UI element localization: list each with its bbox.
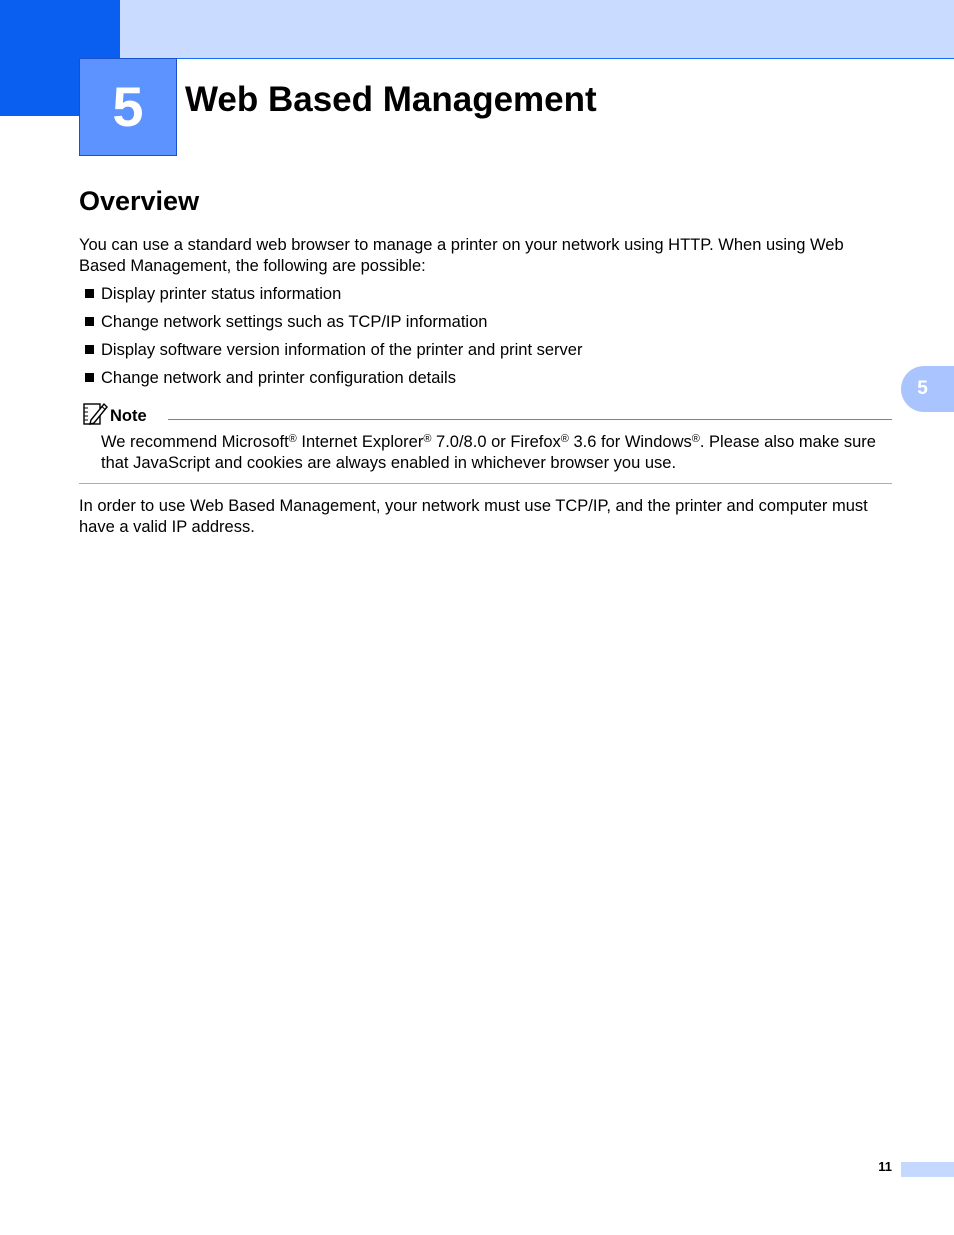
bullet-square-icon xyxy=(85,317,94,326)
chapter-title: Web Based Management xyxy=(185,80,597,119)
note-pencil-icon xyxy=(82,401,108,427)
bullet-square-icon xyxy=(85,373,94,382)
note-divider-top xyxy=(168,419,892,420)
header-band xyxy=(0,0,954,59)
closing-paragraph: In order to use Web Based Management, your network must use TCP/IP, and the printer and computer must have a valid IP address. xyxy=(79,497,868,536)
list-item: Display software version information of the printer and print server xyxy=(85,340,582,360)
note-divider-bottom xyxy=(79,483,892,484)
chapter-number-box xyxy=(79,58,177,156)
bullet-square-icon xyxy=(85,345,94,354)
note-text: We recommend Microsoft® Internet Explorer® 7.0/8.0 or Firefox® 3.6 for Windows®. Please also make sure that JavaScript and cookies are always enabled in whichever browser you use. xyxy=(101,433,876,472)
chapter-side-tab xyxy=(901,366,954,412)
list-item: Display printer status information xyxy=(85,284,341,304)
list-item: Change network and printer configuration details xyxy=(85,368,456,388)
page-number: 11 xyxy=(878,1159,892,1174)
side-tab-number: 5 xyxy=(917,378,928,399)
chapter-number: 5 xyxy=(112,75,144,138)
intro-paragraph: You can use a standard web browser to manage a printer on your network using HTTP. When using Web Based Management, the following are possible: xyxy=(79,236,844,275)
note-label: Note xyxy=(110,407,147,425)
section-title: Overview xyxy=(79,186,200,216)
bullet-square-icon xyxy=(85,289,94,298)
list-item: Change network settings such as TCP/IP information xyxy=(85,312,487,332)
footer-bar xyxy=(901,1162,954,1177)
